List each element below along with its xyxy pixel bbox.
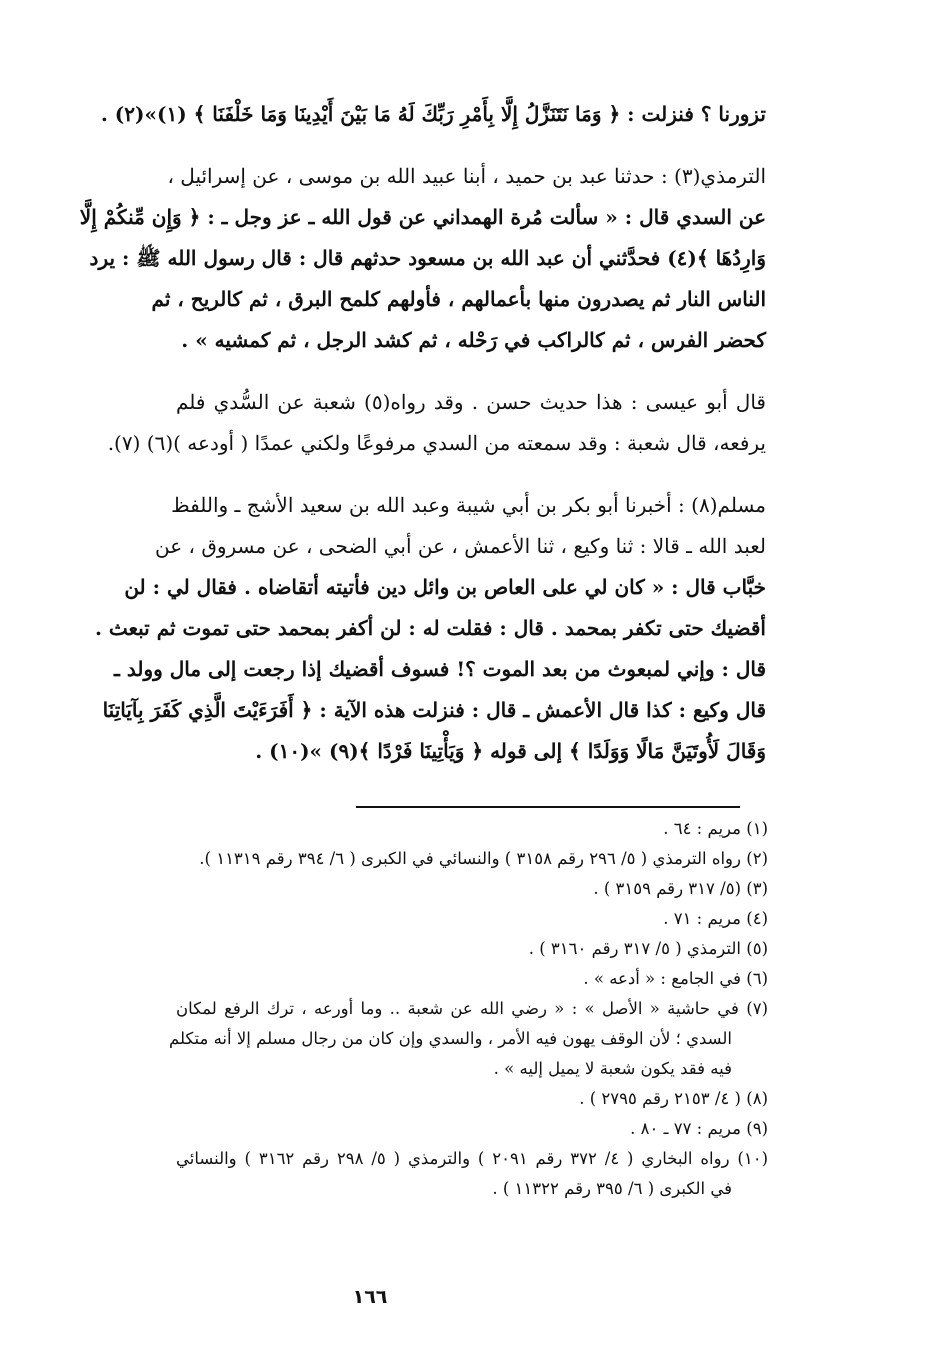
footnote-3: (٣) (٥/ ٣١٧ رقم ٣١٥٩ ) . — [593, 879, 768, 898]
footnote-1: (١) مريم : ٦٤ . — [663, 819, 768, 838]
body-line-13: قال : وإني لمبعوث من بعد الموت ؟! فسوف أقضيك إذا رجعت إلى مال وولد ـ — [114, 657, 766, 681]
footnote-6: (٦) في الجامع : « أدعه » . — [583, 969, 768, 988]
footnote-2: (٢) رواه الترمذي ( ٥/ ٢٩٦ رقم ٣١٥٨ ) والنسائي في الكبرى ( ٦/ ٣٩٤ رقم ١١٣١٩ ). — [199, 849, 768, 868]
footnote-8: (٨) ( ٤/ ٢١٥٣ رقم ٢٧٩٥ ) . — [579, 1089, 768, 1108]
body-line-1: تزورنا ؟ فنزلت : ﴿ وَمَا نَتَنَزَّلُ إِلَّا بِأَمْرِ رَبِّكَ لَهُ مَا بَيْنَ أَيْدِينَا وَمَا خَلْفَنَا ﴾ (١)»(٢) . — [100, 102, 766, 126]
footnote-10: (١٠) رواه البخاري ( ٤/ ٣٧٢ رقم ٢٠٩١ ) والترمذي ( ٥/ ٢٩٨ رقم ٣١٦٢ ) والنسائي — [176, 1149, 769, 1168]
footnote-10-continued: في الكبرى ( ٦/ ٣٩٥ رقم ١١٣٢٢ ) . — [492, 1179, 732, 1198]
footnote-separator — [356, 806, 740, 808]
body-line-6: كحضر الفرس ، ثم كالراكب في رَحْله ، ثم كشد الرجل ، ثم كمشيه » . — [181, 328, 766, 352]
footnote-9: (٩) مريم : ٧٧ ـ ٨٠ . — [630, 1119, 768, 1138]
page-number: ١٦٦ — [352, 1286, 388, 1308]
body-line-7: قال أبو عيسى : هذا حديث حسن . وقد رواه(٥) شعبة عن السُّدي فلم — [176, 390, 766, 414]
body-line-4: وَارِدُهَا ﴾(٤) فحدَّثني أن عبد الله بن مسعود حدثهم قال : قال رسول الله ﷺ : يرد — [89, 246, 766, 270]
footnote-5: (٥) الترمذي ( ٥/ ٣١٧ رقم ٣١٦٠ ) . — [528, 939, 768, 958]
body-line-15: وَقَالَ لَأُوتَيَنَّ مَالًا وَوَلَدًا ﴾ إلى قوله ﴿ وَيَأْتِينَا فَرْدًا ﴾(٩) »(١٠) . — [255, 739, 766, 763]
footnote-7-continued: السدي ؛ لأن الوقف يهون فيه الأمر ، والسدي وإن كان من رجال مسلم إلا أنه متكلم — [168, 1029, 732, 1048]
body-line-12: أقضيك حتى تكفر بمحمد . قال : فقلت له : لن أكفر بمحمد حتى تموت ثم تبعث . — [94, 616, 766, 640]
body-line-3: عن السدي قال : « سألت مُرة الهمداني عن قول الله ـ عز وجل ـ : ﴿ وَإِن مِّنكُمْ إِلَّا — [79, 205, 766, 229]
body-line-14: قال وكيع : كذا قال الأعمش ـ قال : فنزلت هذه الآية : ﴿ أَفَرَءَيْتَ الَّذِي كَفَرَ بِآيَاتِنَا — [102, 698, 766, 722]
body-line-9: مسلم(٨) : أخبرنا أبو بكر بن أبي شيبة وعبد الله بن سعيد الأشج ـ واللفظ — [171, 493, 766, 517]
footnote-7-end: فيه فقد يكون شعبة لا يميل إليه » . — [493, 1059, 732, 1078]
body-line-2: الترمذي(٣) : حدثنا عبد بن حميد ، أبنا عبيد الله بن موسى ، عن إسرائيل ، — [167, 164, 766, 188]
footnote-4: (٤) مريم : ٧١ . — [663, 909, 768, 928]
body-line-5: الناس النار ثم يصدرون منها بأعمالهم ، فأولهم كلمح البرق ، ثم كالريح ، ثم — [151, 287, 766, 311]
footnote-7: (٧) في حاشية « الأصل » : « رضي الله عن شعبة .. وما أورعه ، ترك الرفع لمكان — [176, 999, 768, 1018]
body-line-8: يرفعه، قال شعبة : وقد سمعته من السدي مرفوعًا ولكني عمدًا ( أودعه )(٦) (٧). — [107, 431, 766, 455]
body-line-10: لعبد الله ـ قالا : ثنا وكيع ، ثنا الأعمش ، عن أبي الضحى ، عن مسروق ، عن — [155, 534, 766, 558]
body-line-11: خبَّاب قال : « كان لي على العاص بن وائل دين فأتيته أتقاضاه . فقال لي : لن — [124, 575, 766, 599]
